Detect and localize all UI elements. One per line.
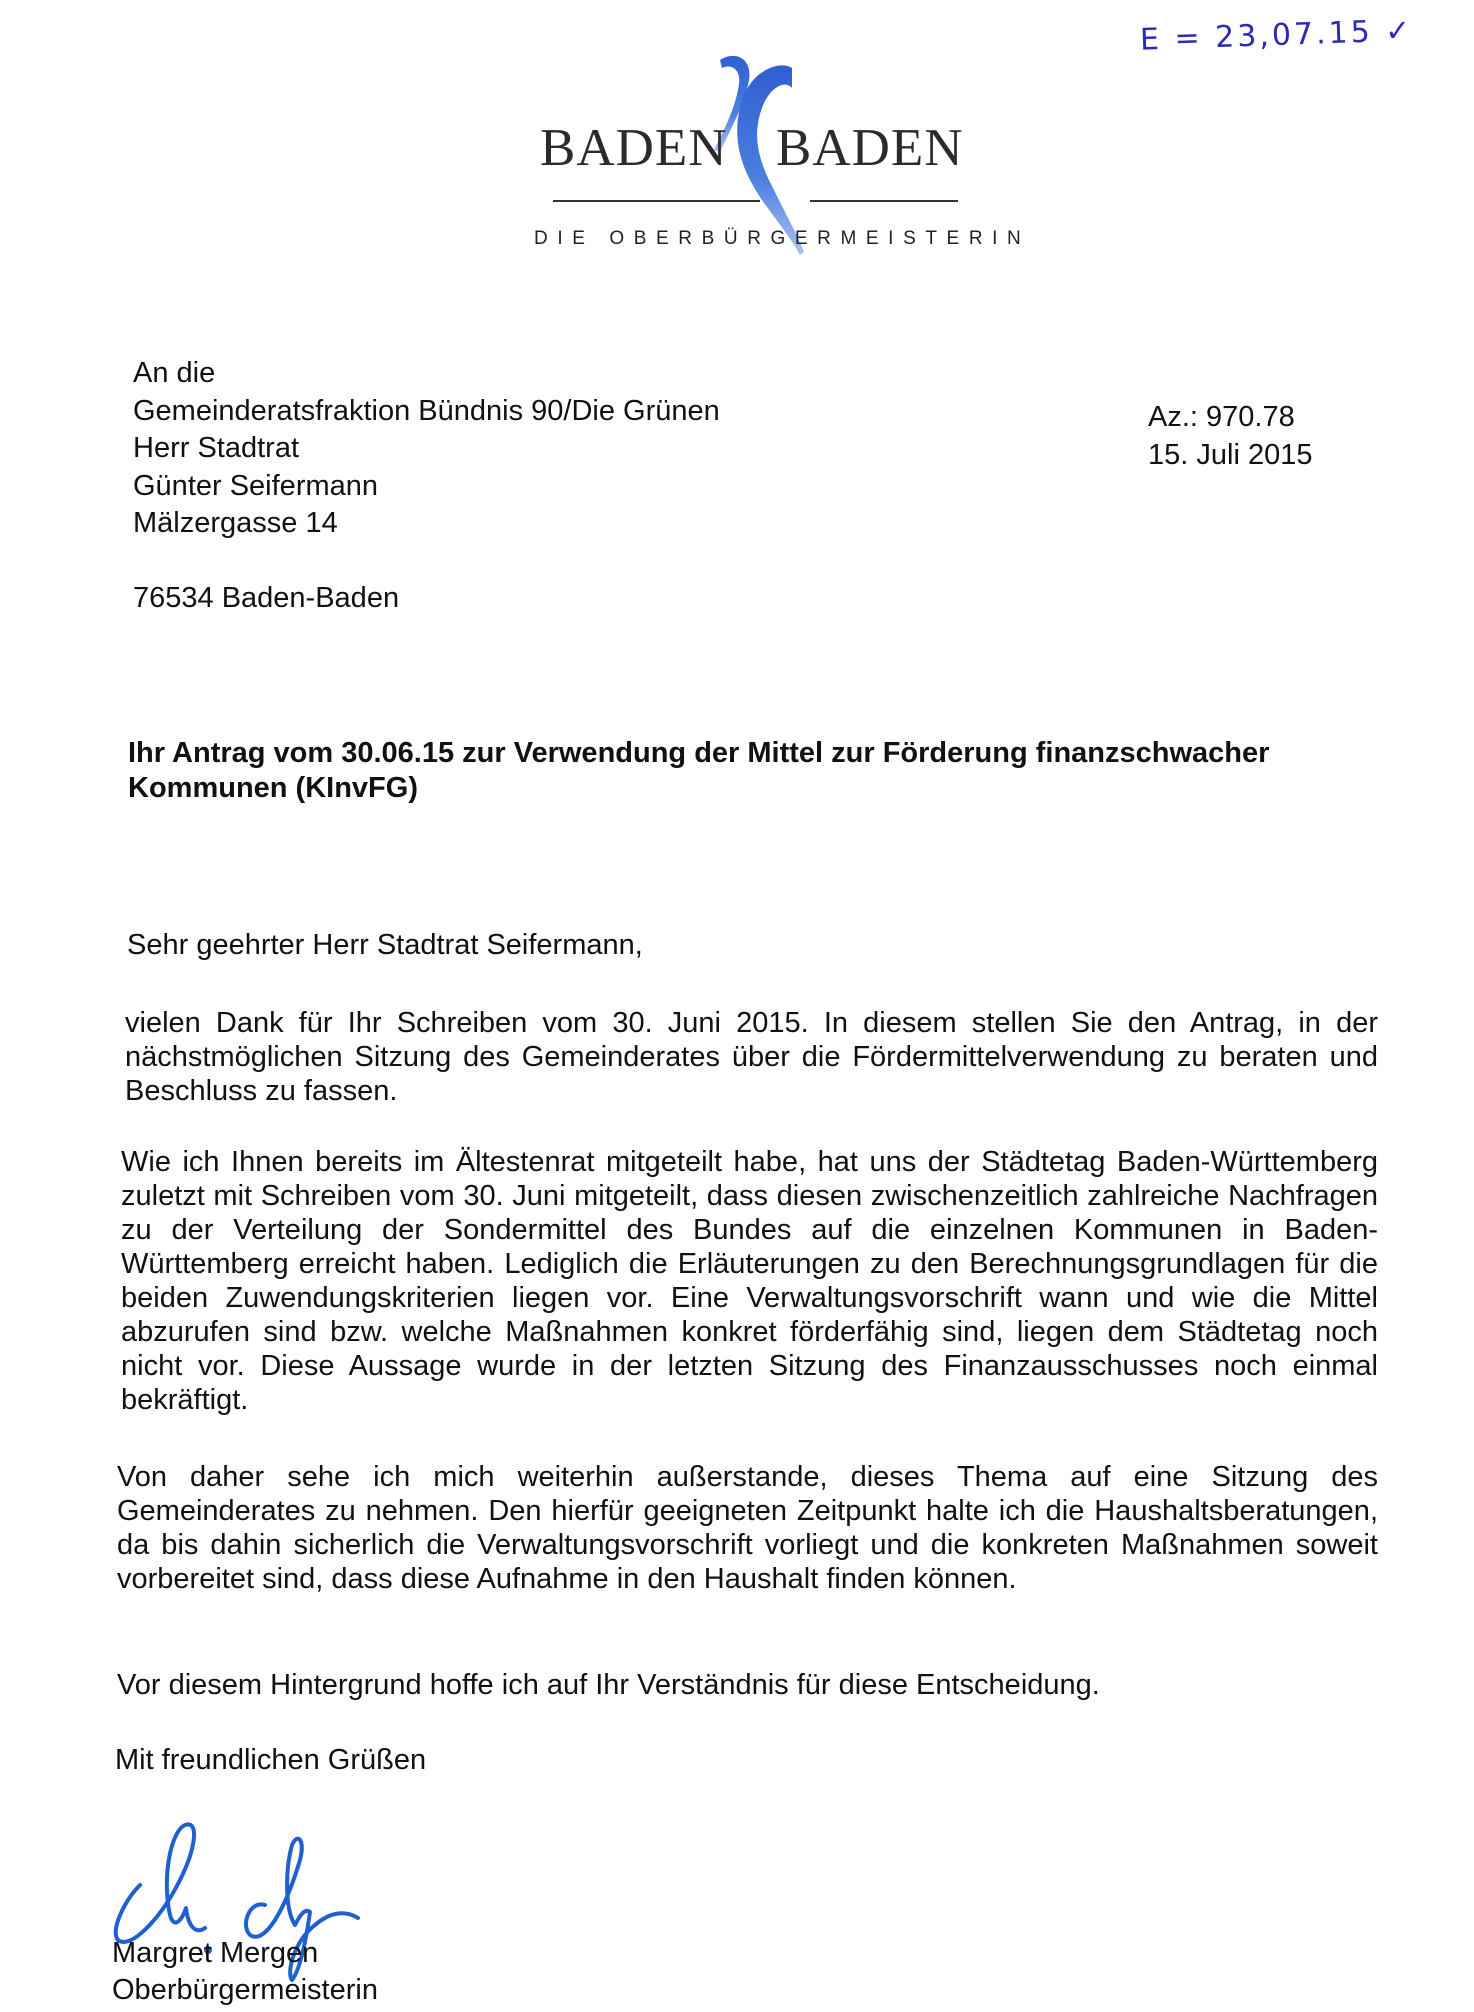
salutation: Sehr geehrter Herr Stadtrat Seifermann, xyxy=(127,929,643,961)
closing-phrase: Mit freundlichen Grüßen xyxy=(115,1744,427,1776)
address-spacer xyxy=(133,543,720,581)
address-line: Gemeinderatsfraktion Bündnis 90/Die Grünen xyxy=(133,394,720,427)
handwritten-receipt-note: E = 23,07.15 ✓ xyxy=(1139,13,1414,58)
recipient-address xyxy=(133,355,720,618)
signer-block xyxy=(112,1935,378,2009)
body-paragraph: Wie ich Ihnen bereits im Ältestenrat mitgeteilt habe, hat uns der Städtetag Baden-Württemberg zuletzt mit Schreiben vom 30. Juni mitgeteilt, dass diesen zwischenzeitlich zahlreiche Nachfragen zu der Verteilung der Sondermittel des Bundes auf die einzelnen Kommunen in Baden-Württemberg erreicht haben. Lediglich die Erläuterungen zu den Berechnungsgrundlagen für die beiden Zuwendungskriterien liegen vor. Eine Verwaltungsvorschrift wann und wie die Mittel abzurufen sind bzw. welche Maßnahmen konkret förderfähig sind, liegen dem Städtetag noch nicht vor. Diese Aussage wurde in der letzten Sitzung des Finanzausschusses noch einmal bekräftigt. xyxy=(121,1146,1378,1416)
logo-city-right: BADEN xyxy=(776,119,964,177)
logo-city-left: BADEN xyxy=(540,119,728,177)
subject-line: Ihr Antrag vom 30.06.15 zur Verwendung der Mittel zur Förderung finanzschwacher Kommunen (KInvFG) xyxy=(128,737,1270,804)
logo-office-subtitle: DIE OBERBÜRGERMEISTERIN xyxy=(534,228,1031,249)
address-line: Mälzergasse 14 xyxy=(133,507,338,539)
address-line: Günter Seifermann xyxy=(133,469,379,502)
address-line: An die xyxy=(133,357,216,389)
reference-block xyxy=(1148,398,1312,474)
logo-rule-right xyxy=(810,200,958,202)
file-reference: Az.: 970.78 xyxy=(1148,401,1295,433)
address-city-line: 76534 Baden-Baden xyxy=(133,582,400,614)
logo-rule-left xyxy=(553,200,760,202)
body-paragraph: Vor diesem Hintergrund hoffe ich auf Ihr Verständnis für diese Entscheidung. xyxy=(117,1669,1100,1701)
body-paragraph: Von daher sehe ich mich weiterhin außerstande, dieses Thema auf eine Sitzung des Gemeinderates zu nehmen. Den hierfür geeigneten Zeitpunkt halte ich die Haushaltsberatungen, da bis dahin sicherlich die Verwaltungsvorschrift vorliegt und die konkreten Maßnahmen soweit vorbereitet sind, dass diese Aufnahme in den Haushalt finden können. xyxy=(117,1461,1378,1595)
signer-name: Margret Mergen xyxy=(112,1937,319,1969)
letter-date: 15. Juli 2015 xyxy=(1148,439,1313,471)
letterhead-logo xyxy=(530,40,1031,260)
body-paragraph: vielen Dank für Ihr Schreiben vom 30. Juni 2015. In diesem stellen Sie den Antrag, in der nächstmöglichen Sitzung des Gemeinderates über die Fördermittelverwendung zu beraten und Beschluss zu fassen. xyxy=(125,1007,1378,1107)
address-line: Herr Stadtrat xyxy=(133,432,299,464)
signer-title: Oberbürgermeisterin xyxy=(112,1974,378,2006)
